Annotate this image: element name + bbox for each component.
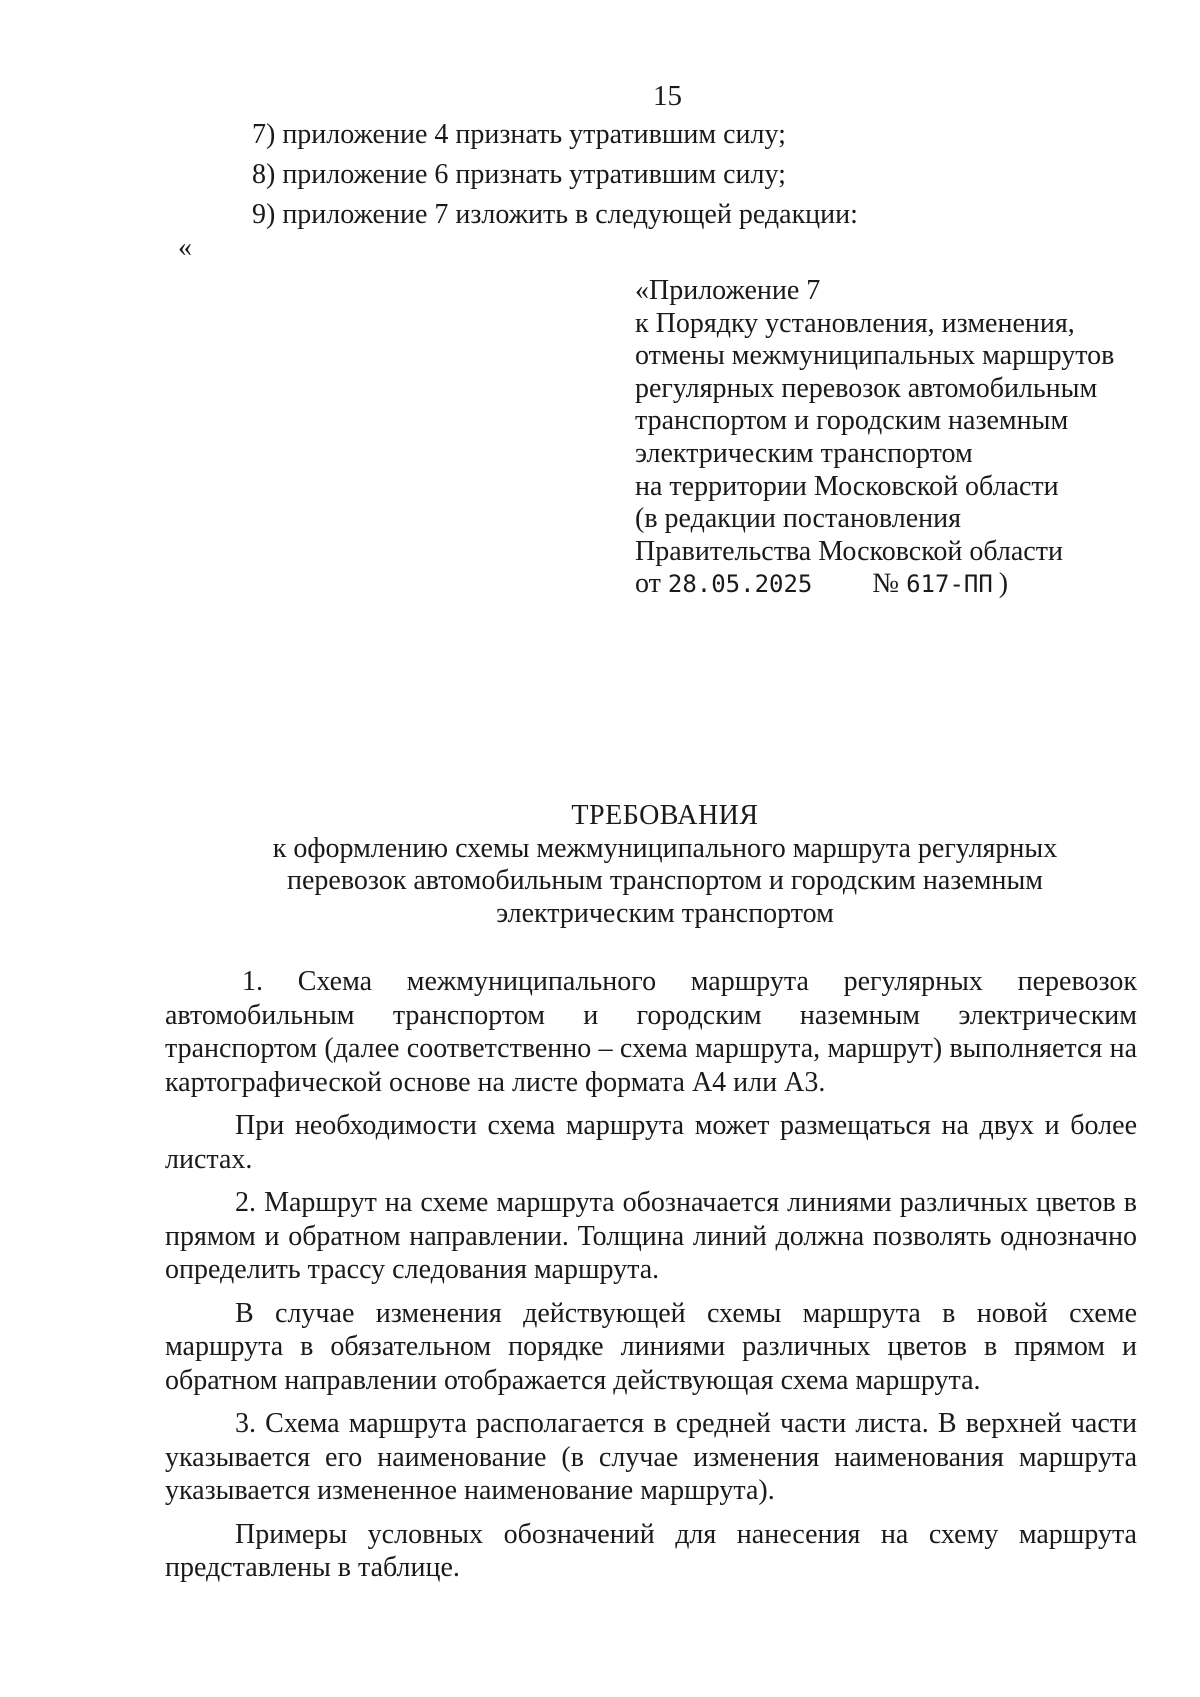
document-title [200,800,1130,930]
title-subtitle-line: перевозок автомобильным транспортом и городским наземным [286,865,1044,896]
paragraph: 1. Схема межмуниципального маршрута регулярных перевозок автомобильным транспортом и городским наземным электрическим транспортом (далее соответственно – схема маршрута, маршрут) выполняется на картографической основе на листе формата А4 или А3. [165,966,1137,1098]
paragraph: При необходимости схема маршрута может размещаться на двух и более листах. [165,1110,1137,1175]
resolution-number: 617-ПП [906,570,993,599]
document-body [165,965,1137,1595]
amendment-item: 7) приложение 4 признать утратившим силу; [252,119,786,150]
appendix-header [635,275,1114,601]
title-heading: ТРЕБОВАНИЯ [571,800,759,831]
resolution-date: 28.05.2025 [667,570,813,599]
appendix-line: на территории Московской области [635,470,1059,502]
amendment-list [252,115,858,235]
opening-quote-mark: « [178,232,192,263]
date-prefix: от [635,568,661,600]
resolution-date-number [635,568,1114,601]
amendment-item: 8) приложение 6 признать утратившим силу; [252,159,786,190]
appendix-line: к Порядку установления, изменения, [635,307,1075,339]
paragraph: Примеры условных обозначений для нанесения на схему маршрута представлены в таблице. [165,1518,1137,1583]
appendix-line: (в редакции постановления [635,503,962,535]
paragraph: 3. Схема маршрута располагается в средней части листа. В верхней части указывается его наименование (в случае изменения наименования маршрута указывается измененное наименование маршрута). [165,1408,1137,1506]
appendix-line: регулярных перевозок автомобильным [635,372,1098,404]
amendment-item: 9) приложение 7 изложить в следующей редакции: [252,199,858,230]
paragraph: 2. Маршрут на схеме маршрута обозначается линиями различных цветов в прямом и обратном направлении. Толщина линий должна позволять однозначно определить трассу следования маршрута. [165,1187,1137,1285]
paragraph: В случае изменения действующей схемы маршрута в новой схеме маршрута в обязательном порядке линиями различных цветов в прямом и обратном направлении отображается действующая схема маршрута. [165,1297,1137,1396]
appendix-line: Правительства Московской области [635,535,1063,567]
title-subtitle-line: электрическим транспортом [496,897,834,929]
appendix-line: отмены межмуниципальных маршрутов [635,340,1115,372]
appendix-line: транспортом и городским наземным [635,405,1069,437]
page-number: 15 [653,80,682,112]
appendix-line: «Приложение 7 [635,275,821,306]
number-sign: № [872,568,900,600]
appendix-line: электрическим транспортом [635,437,973,469]
title-subtitle-line: к оформлению схемы межмуниципального маршрута регулярных [272,832,1058,864]
closing-paren: ) [998,568,1009,600]
